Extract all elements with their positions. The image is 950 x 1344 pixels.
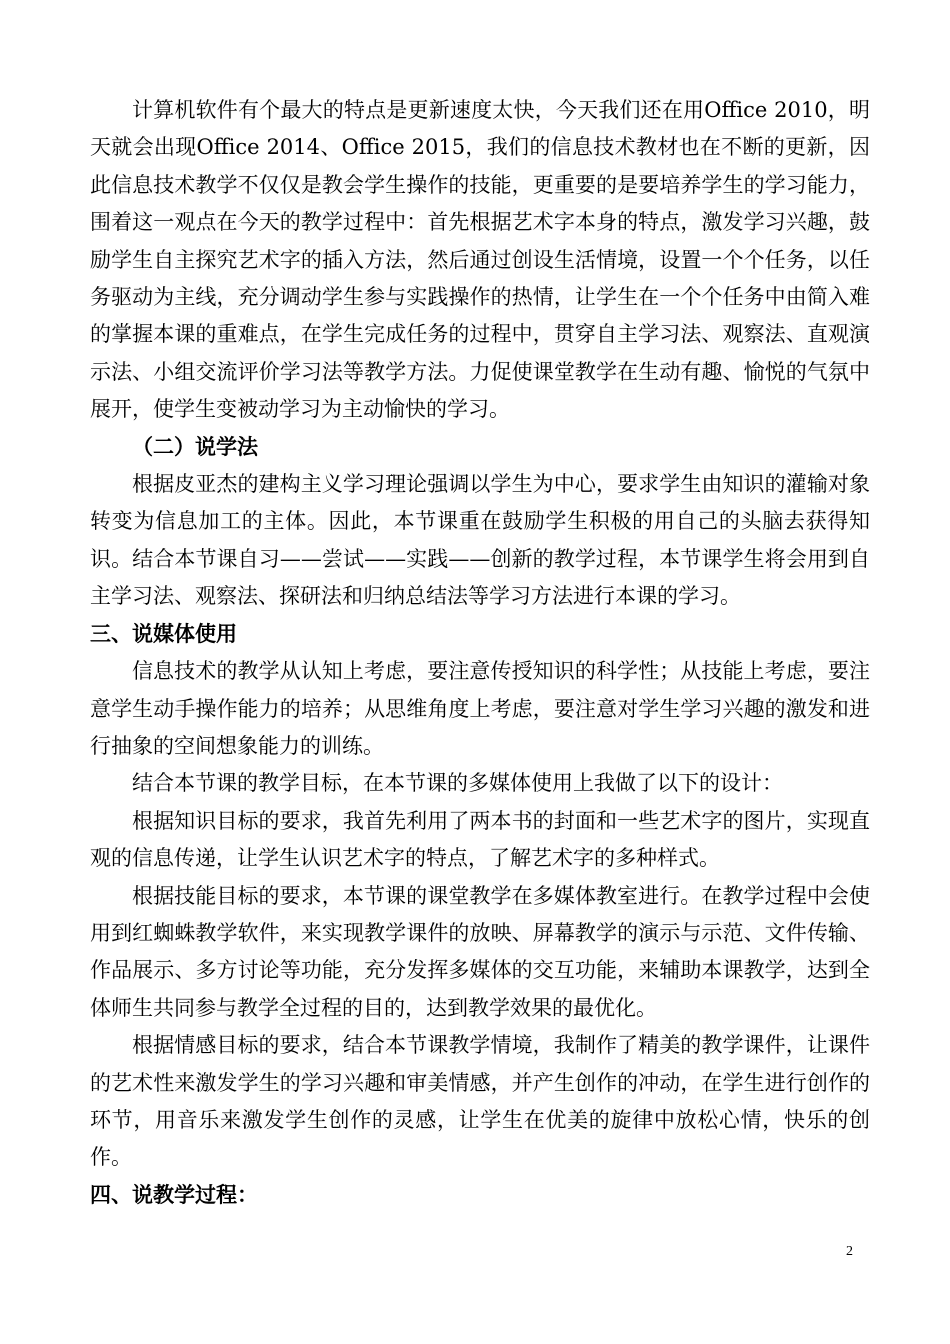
page-number: 2 (846, 1244, 853, 1259)
paragraph-knowledge-goal: 根据知识目标的要求，我首先利用了两本书的封面和一些艺术字的图片，实现直观的信息传递，让学生认识艺术字的特点，了解艺术字的多种样式。 (90, 808, 870, 871)
heading-media-use: 三、说媒体使用 (90, 621, 237, 646)
heading-study-method: （二）说学法 (132, 434, 258, 459)
paragraph-media-design: 结合本节课的教学目标，在本节课的多媒体使用上我做了以下的设计： (132, 771, 783, 796)
paragraph-skill-goal: 根据技能目标的要求，本节课的课堂教学在多媒体教室进行。在教学过程中会使用到红蜘蛛教学软件，来实现教学课件的放映、屏幕教学的演示与示范、文件传输、作品展示、多方讨论等功能，充分发挥多媒体的交互功能，来辅助本课教学，达到全体师生共同参与教学全过程的目的，达到教学效果的最优化。 (90, 883, 870, 1020)
paragraph-software-update: 计算机软件有个最大的特点是更新速度太快，今天我们还在用Office 2010，明天就会出现Office 2014、Office 2015，我们的信息技术教材也在不断的更新，因此信息技术教学不仅仅是教会学生操作的技能，更重要的是要培养学生的学习能力，围着这一观点在今天的教学过程中：首先根据艺术字本身的特点，激发学习兴趣，鼓励学生自主探究艺术字的插入方法，然后通过创设生活情境，设置一个个任务，以任务驱动为主线，充分调动学生参与实践操作的热情，让学生在一个个任务中由简入难的掌握本课的重难点，在学生完成任务的过程中，贯穿自主学习法、观察法、直观演示法、小组交流评价学习法等教学方法。力促使课堂教学在生动有趣、愉悦的气氛中展开，使学生变被动学习为主动愉快的学习。 (90, 98, 870, 422)
paragraph-emotion-goal: 根据情感目标的要求，结合本节课教学情境，我制作了精美的教学课件，让课件的艺术性来激发学生的学习兴趣和审美情感，并产生创作的冲动，在学生进行创作的环节，用音乐来激发学生创作的灵感，让学生在优美的旋律中放松心情，快乐的创作。 (90, 1033, 870, 1170)
paragraph-study-method: 根据皮亚杰的建构主义学习理论强调以学生为中心，要求学生由知识的灌输对象转变为信息加工的主体。因此，本节课重在鼓励学生积极的用自己的头脑去获得知识。结合本节课自习——尝试——实践——创新的教学过程，本节课学生将会用到自主学习法、观察法、探研法和归纳总结法等学习方法进行本课的学习。 (90, 472, 870, 609)
paragraph-media-consideration: 信息技术的教学从认知上考虑，要注意传授知识的科学性；从技能上考虑，要注意学生动手操作能力的培养；从思维角度上考虑，要注意对学生学习兴趣的激发和进行抽象的空间想象能力的训练。 (90, 659, 870, 758)
page-content (90, 92, 870, 1214)
heading-teaching-process: 四、说教学过程： (90, 1182, 258, 1207)
